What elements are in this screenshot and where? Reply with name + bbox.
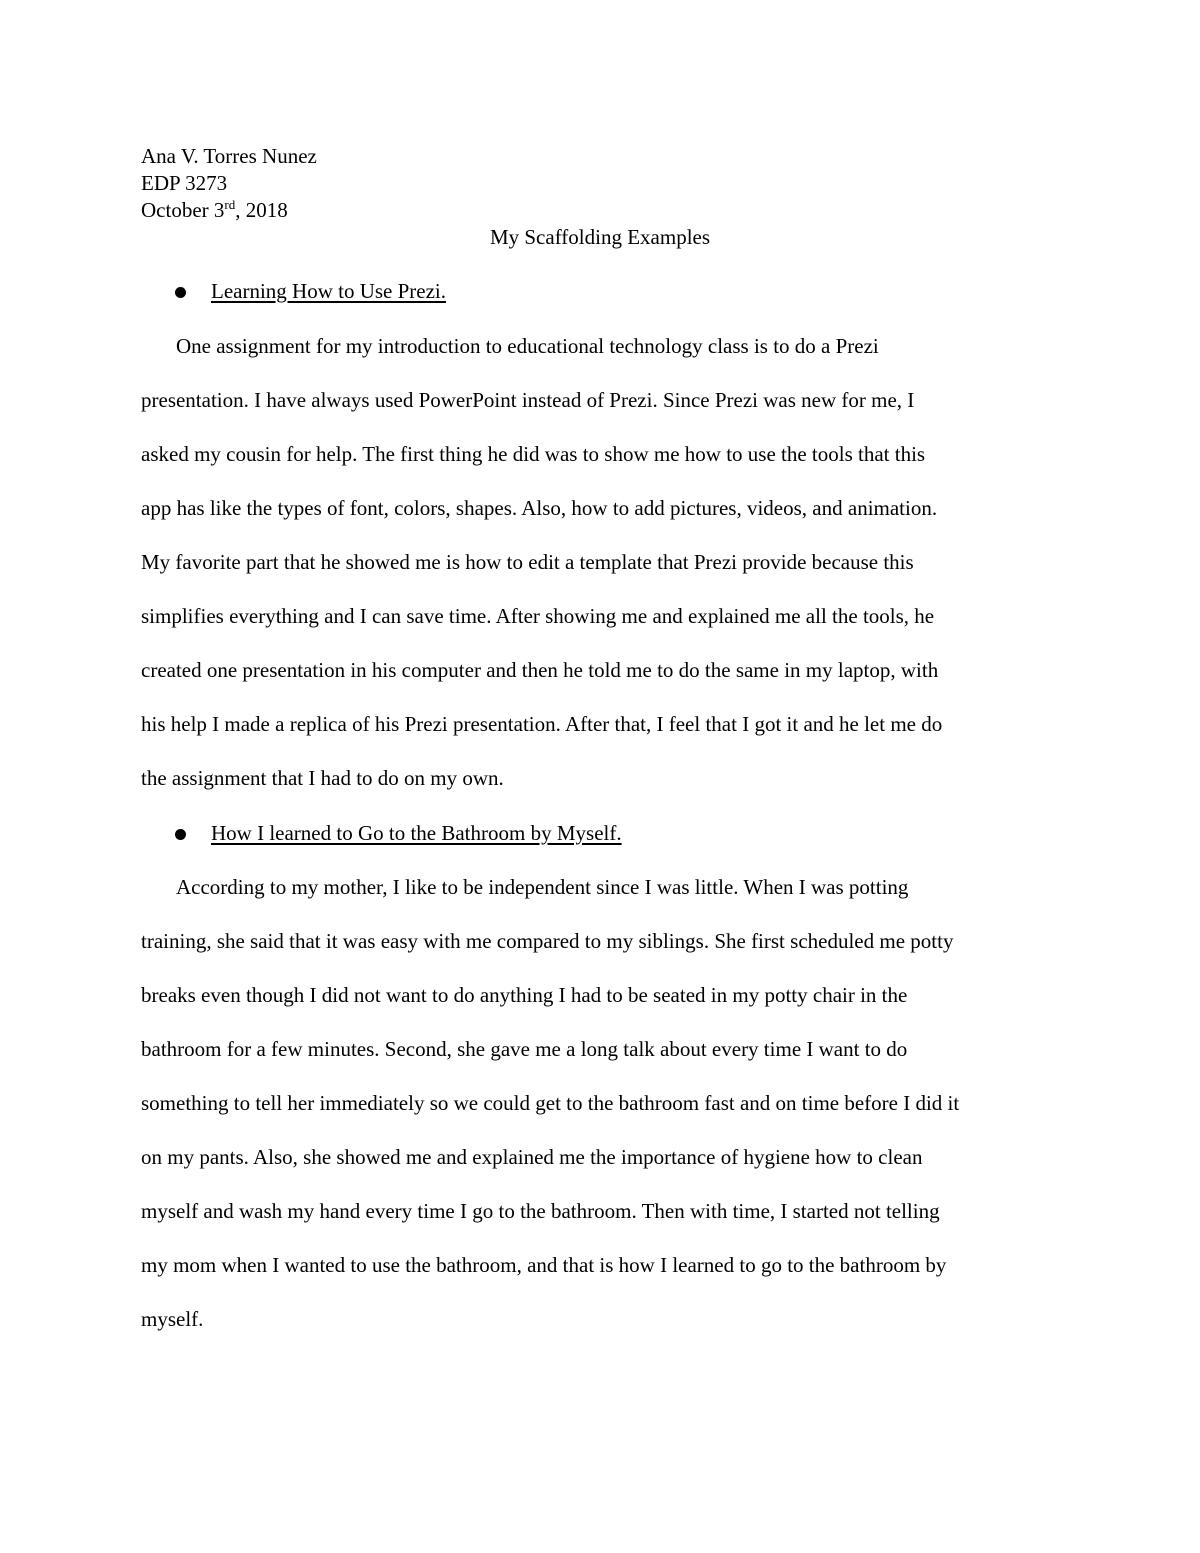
paragraph-1-line: asked my cousin for help. The first thing he did was to show me how to use the tools that this [141, 442, 926, 466]
paragraph-2-line: my mom when I wanted to use the bathroom, and that is how I learned to go to the bathroom by [141, 1253, 947, 1277]
paragraph-2-line: myself and wash my hand every time I go to the bathroom. Then with time, I started not telling [141, 1199, 940, 1223]
paragraph-2-line: training, she said that it was easy with me compared to my siblings. She first scheduled me potty [141, 929, 954, 953]
document-date [141, 197, 288, 224]
bullet-icon [175, 287, 186, 298]
author-name: Ana V. Torres Nunez [141, 144, 317, 168]
paragraph-1-line: created one presentation in his computer and then he told me to do the same in my laptop, with [141, 658, 939, 682]
date-month-day: October 3 [141, 198, 225, 222]
paragraph-2-line: myself. [141, 1307, 204, 1331]
paragraph-1-line: his help I made a replica of his Prezi presentation. After that, I feel that I got it and he let me do [141, 712, 943, 736]
section-1-heading-row [141, 278, 1041, 305]
paragraph-1-line: simplifies everything and I can save time. After showing me and explained me all the tools, he [141, 604, 935, 628]
paragraph-1-line: One assignment for my introduction to educational technology class is to do a Prezi [176, 334, 879, 358]
date-year: , 2018 [235, 198, 288, 222]
paragraph-1-line: My favorite part that he showed me is how to edit a template that Prezi provide because this [141, 550, 914, 574]
course-code: EDP 3273 [141, 171, 228, 195]
paragraph-1-line: app has like the types of font, colors, shapes. Also, how to add pictures, videos, and animation. [141, 496, 938, 520]
section-1-heading: Learning How to Use Prezi. [211, 279, 447, 303]
document-title: My Scaffolding Examples [489, 225, 711, 249]
bullet-icon [175, 829, 186, 840]
paragraph-1-line: presentation. I have always used PowerPoint instead of Prezi. Since Prezi was new for me, I [141, 388, 915, 412]
section-2-heading: How I learned to Go to the Bathroom by Myself. [211, 821, 622, 845]
section-2-heading-row [141, 820, 1041, 847]
paragraph-2-line: bathroom for a few minutes. Second, she gave me a long talk about every time I want to do [141, 1037, 908, 1061]
paragraph-2-line: breaks even though I did not want to do anything I had to be seated in my potty chair in the [141, 983, 908, 1007]
date-ordinal-suffix: rd [224, 197, 236, 212]
paragraph-2-line: something to tell her immediately so we could get to the bathroom fast and on time before I did it [141, 1091, 960, 1115]
paragraph-1-line: the assignment that I had to do on my own. [141, 766, 504, 790]
paragraph-2-line: According to my mother, I like to be independent since I was little. When I was potting [176, 875, 909, 899]
paragraph-2-line: on my pants. Also, she showed me and explained me the importance of hygiene how to clean [141, 1145, 923, 1169]
